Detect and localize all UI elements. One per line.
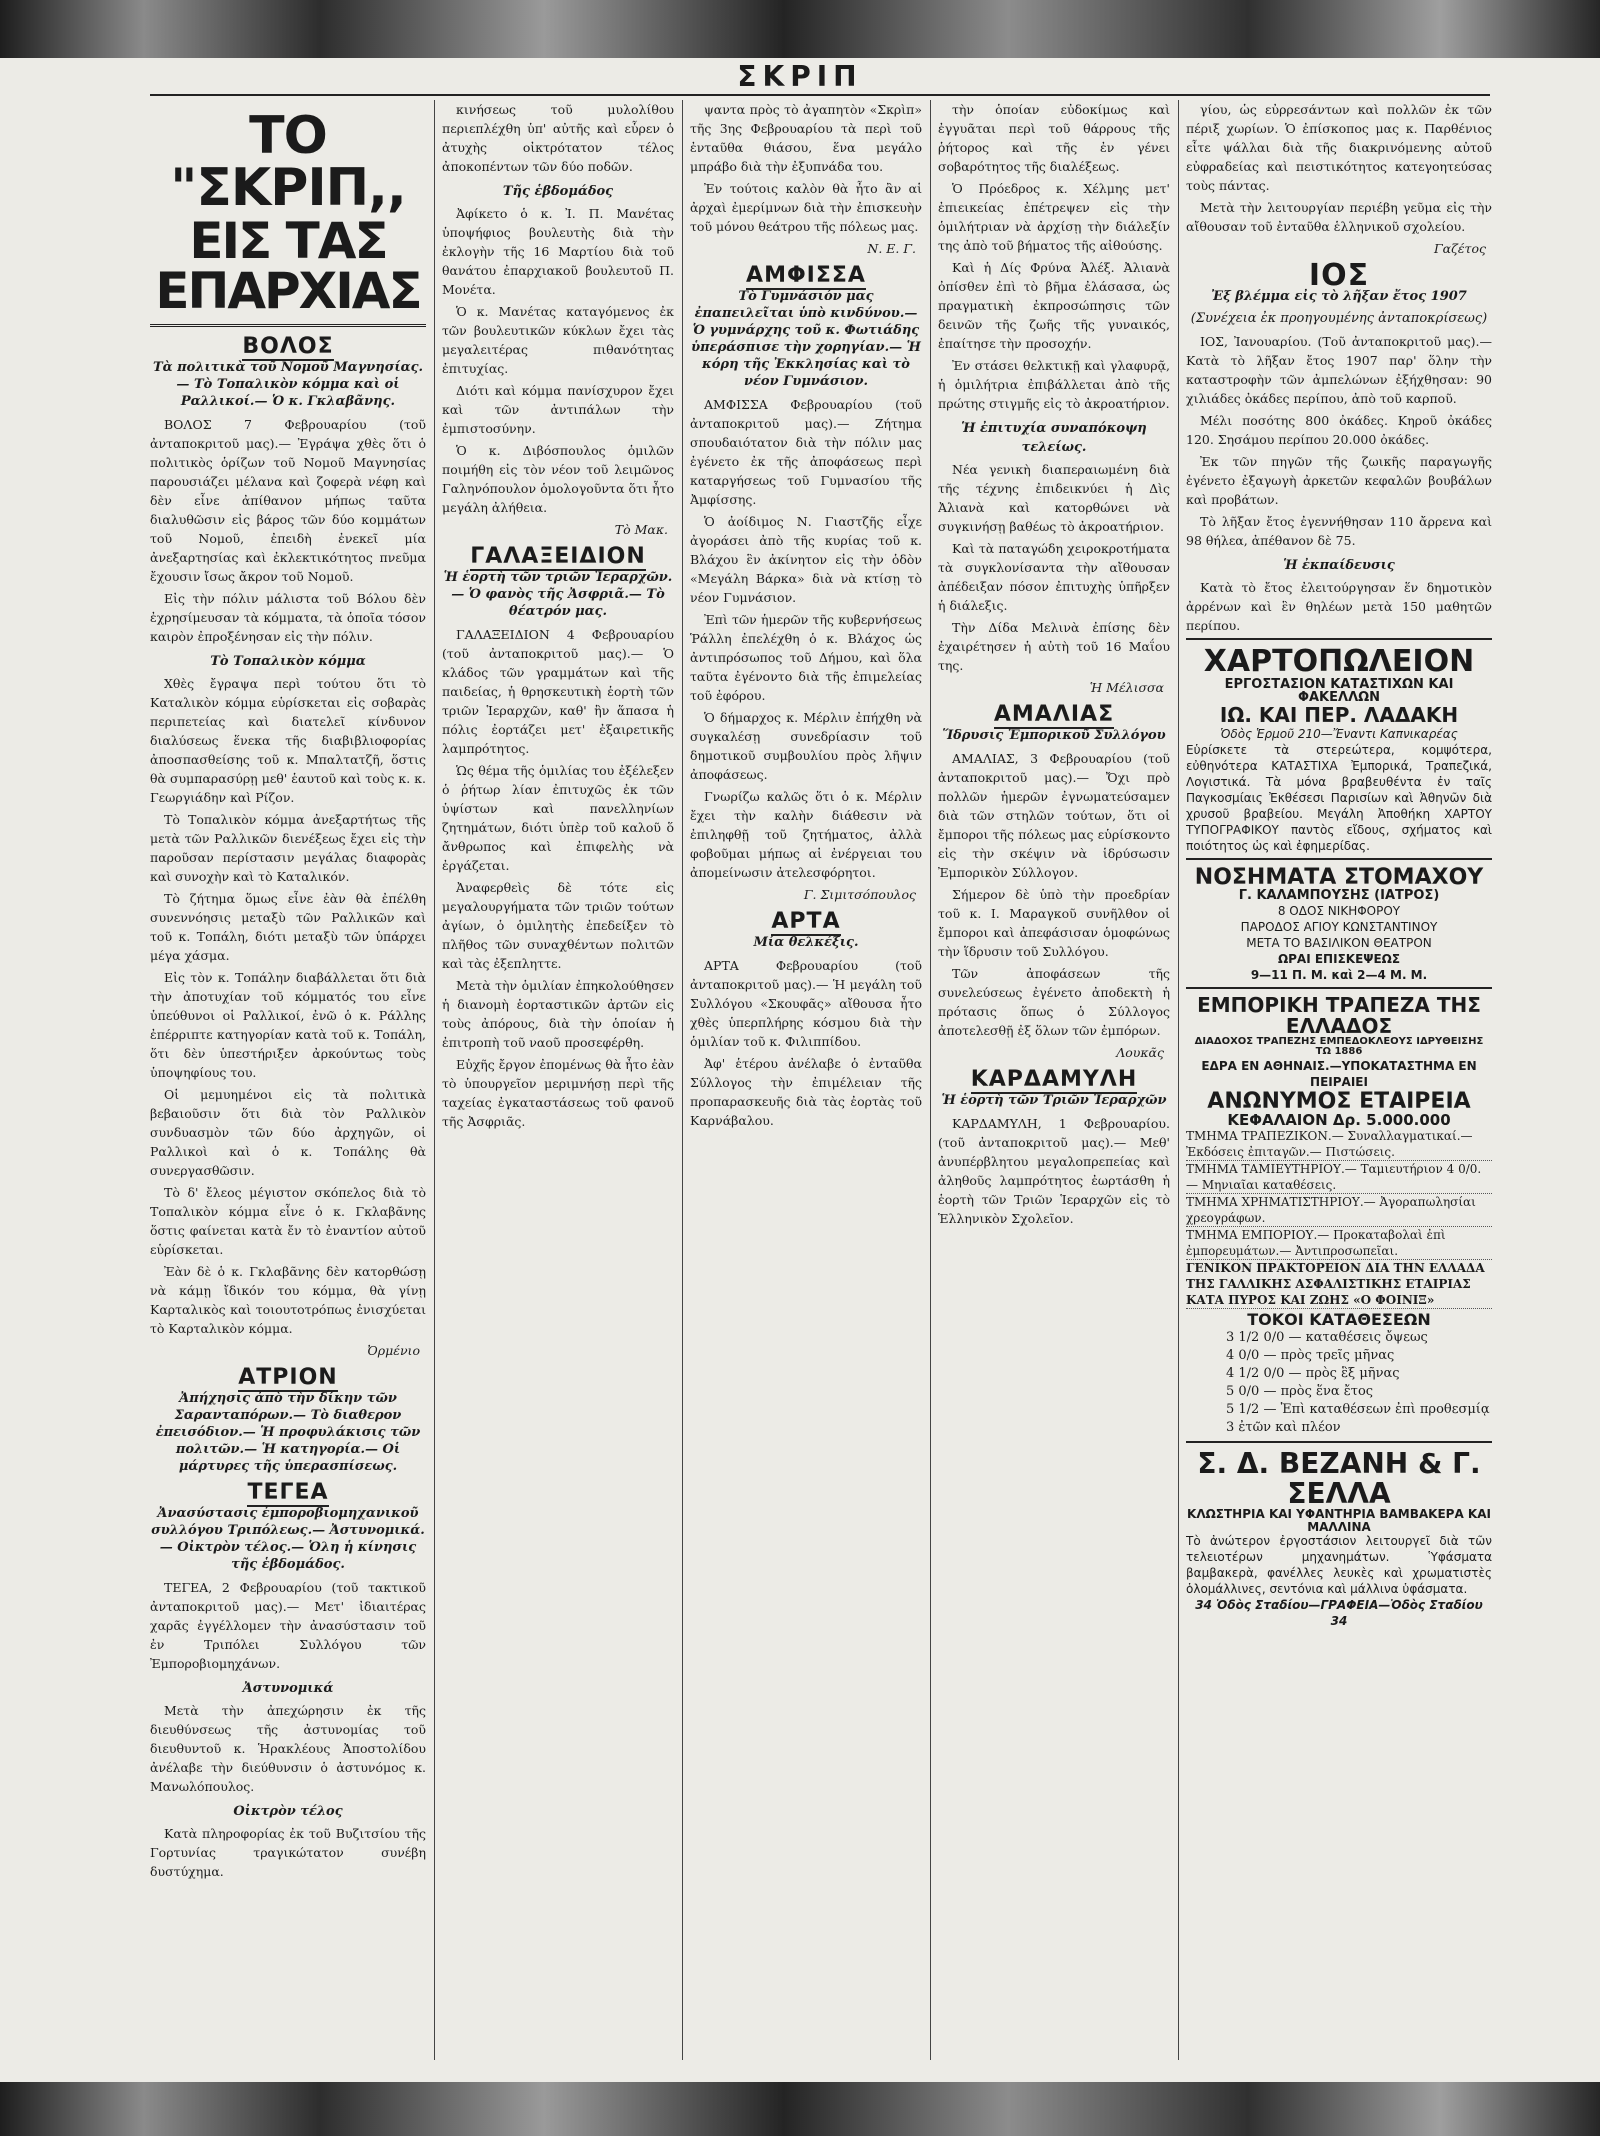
article-paragraph: ΑΜΦΙΣΣΑ Φεβρουαρίου (τοῦ ἀνταποκριτοῦ μας).— Ζήτημα σπουδαιότατον διὰ τὴν πόλιν μας ἐγένετο ἐκ τῆς ἀποφάσεως περὶ καταργήσεως τοῦ Γυμνασίου τῆς Ἀμφίσσης. [690,397,922,507]
article-paragraph: Μετὰ τὴν λειτουργίαν περιέβη γεῦμα εἰς τὴν αἴθουσαν τοῦ ἐνταῦθα ἑλληνικοῦ σχολείου. [1186,200,1492,234]
ad-stomach-doctor [1186,858,1492,987]
article-paragraph: Τῶν ἀποφάσεων τῆς συνελεύσεως ἐγένετο ἀποδεκτὴ ἡ πρότασις ὅπως ὁ Σύλλογος ἀποτελεσθῇ ἐξ ὅλων τῶν ἐμπόρων. [938,966,1170,1038]
article-paragraph: Κατὰ πληροφορίας ἐκ τοῦ Βυζιτσίου τῆς Γορτυνίας τραγικώτατον συνέβη δυστύχημα. [150,1826,426,1879]
article-paragraph: Ἐπὶ τῶν ἡμερῶν τῆς κυβερνήσεως Ῥάλλη ἐπελέχθη ὁ κ. Βλάχος ὡς ἀντιπρόσωπος τοῦ Δήμου, καὶ ὅλα ταῦτα ἐγένοντο διὰ τῆς ἐπιμελείας τοῦ ἐφόρου. [690,612,922,703]
ad-rates-title: ΤΟΚΟΙ ΚΑΤΑΘΕΣΕΩΝ [1247,1310,1431,1330]
article-paragraph: Ἀναφερθεὶς δὲ τότε εἰς μεγαλουργήματα τῶν τριῶν τούτων ἀγίων, ὁ ὁμιλητὴς ἐπεδείξεν τὸ πλῆθος τῶν συναχθέντων πολιτῶν καὶ τὰς ἐξεπληττε. [442,880,674,971]
ad-title: ΝΟΣΗΜΑΤΑ ΣΤΟΜΑΧΟΥ [1194,864,1484,890]
article-subhead: Ἡ ἑορτὴ τῶν Τριῶν Ἱεραρχῶν [941,1093,1167,1108]
article-paragraph: Εἰς τὸν κ. Τοπάλην διαβάλλεται ὅτι διὰ τὴν ἀποτυχίαν τοῦ κόμματός του εἶνε ὑπεύθυνοι οἱ Ραλλικοί, ἐνῶ ὁ κ. Ράλλης ἐπέρριπτε κατηγορίαν κατὰ τοῦ κ. Τοπάλη, ὅτι δὲν ὑπεστήριξεν ἀρκούντως τοὺς ὑποψηφίους του. [150,970,426,1080]
article-subhead: Ἡ ἑορτὴ τῶν τριῶν Ἱεραρχῶν.— Ὁ φανὸς τῆς Ἀσφριᾶ.— Τὸ θέατρόν μας. [443,570,673,619]
article-byline: Γ. Σιμιτσόπουλος [803,887,916,902]
article-paragraph: Καὶ τὰ παταγώδη χειροκροτήματα τὰ συγκλονίσαντα τὴν αἴθουσαν ἀπέδειξαν πόσον ἐπιτυχὴς ὑπῆρξεν ἡ διάλεξις. [938,541,1170,613]
article-minihead: Ἀστυνομικά [242,1681,334,1696]
ad-text: Εὑρίσκετε τὰ στερεώτερα, κομψότερα, εὐθηνότερα ΚΑΤΑΣΤΙΧΑ Ἐμπορικά, Τραπεζικά, Λογιστικά. Τὰ μόνα βραβευθέντα ἐν ταῖς Παγκοσμίαις Ἐκθέσεσι Παρισίων καὶ Ἀθηνῶν διὰ χρυσοῦ βραβείου. Μεγάλη Ἀποθήκη ΧΑΡΤΟΥ ΤΥΠΟΓΡΑΦΙΚΟΥ παντὸς εἴδους, σχήματος καὶ ποιότητος ὡς καὶ ἐφημερίδας. [1186,742,1492,853]
ad-text: Τὸ ἀνώτερον ἐργοστάσιον λειτουργεῖ διὰ τῶν τελειοτέρων μηχανημάτων. Ὑφάσματα βαμβακερὰ, φανέλλες λευκὲς καὶ χρωματιστὲς ὁλομάλλινες, σεντόνια καὶ μάλλινα ὑφάσματα. [1186,1534,1492,1597]
article-paragraph: Ὡς θέμα τῆς ὁμιλίας του ἐξέλεξεν ὁ ῥήτωρ λίαν ἐπιτυχῶς ἐκ τῶν ὑψίστων καὶ πανελληνίων ζητημάτων, διότι ὑπὲρ τοῦ καλοῦ ὅ ἄνθρωπος καὶ ἐπιφελὴς νὰ ἐργάζεται. [442,763,674,873]
ad-rate: 5 1/2 — Ἐπὶ καταθέσεων ἐπὶ προθεσμίᾳ 3 ἐτῶν καὶ πλέον [1226,1402,1490,1436]
article-paragraph: Εἰς τὴν πόλιν μάλιστα τοῦ Βόλου δὲν ἐχρησίμευσαν τὰ κόμματα, τὰ ὁποῖα τόσον καιρὸν ἐπροξένησαν εἰς τὴν πόλιν. [150,591,426,644]
article-paragraph: Ἐν τούτοις καλὸν θὰ ἦτο ἂν αἱ ἀρχαὶ ἐμερίμνων διὰ τὴν ἐπισκευὴν τοῦ μόνου θεάτρου τῆς πόλεως μας. [690,181,922,234]
ad-address: ΠΑΡΟΔΟΣ ΑΓΙΟΥ ΚΩΝΣΤΑΝΤΙΝΟΥ [1240,919,1438,934]
masthead: ΣΚΡΙΠ [737,60,863,93]
article-subhead: Ἐξ βλέμμα εἰς τὸ λῆξαν ἔτος 1907 [1211,289,1467,304]
article-paragraph: κινήσεως τοῦ μυλολίθου περιεπλέχθη ὑπ' αὐτῆς καὶ εὗρεν ὁ ἀτυχὴς οἰκτρότατον τέλος ἀποκοπέντων τῶν δύο ποδῶν. [442,102,674,174]
column-rule [930,100,931,2060]
ad-line: ΤΜΗΜΑ ΤΡΑΠΕΖΙΚΟΝ.— Συναλλαγματικαί.— Ἐκδόσεις ἐπιταγῶν.— Πιστώσεις. [1186,1128,1492,1161]
article-paragraph: Νέα γενικὴ διαπεραιωμένη διὰ τῆς τέχνης ἐπιδεικνύει ἡ Δὶς Ἀλιανὰ καὶ κατορθώνει νὰ συγκινήσῃ βαθέως τὸ ἀκροατήριον. [938,462,1170,534]
article-subhead: Ἵδρυσις Ἐμπορικοῦ Συλλόγου [942,728,1166,743]
article-paragraph: γίου, ὡς εὐρρεσάντων καὶ πολλῶν ἐκ τῶν πέριξ χωρίων. Ὁ ἐπίσκοπος μας κ. Παρθένιος εἶτε ψάλλαι διὰ τῆς διακρινόμενης αὐτοῦ εὐφραδείας καὶ πειστικότητος κατεγοητεύσας τοὺς πάντας. [1186,102,1492,193]
article-minihead: Ἡ ἐκπαίδευσις [1283,558,1395,573]
ad-hours: 9—11 Π. Μ. καὶ 2—4 Μ. Μ. [1250,967,1428,982]
ad-rate: 3 1/2 0/0 — καταθέσεις ὄψεως [1226,1330,1428,1346]
article-paragraph: Ὁ κ. Μανέτας καταγόμενος ἐκ τῶν βουλευτικῶν κύκλων ἔχει τὰς μεγαλειτέρας πιθανότητας ἐπιτυχίας. [442,304,674,376]
ad-vezani-sella [1186,1441,1492,1633]
article-paragraph: Ὁ ἀοίδιμος Ν. Γιαστζῆς εἶχε ἀγοράσει ἀπὸ τῆς κυρίας τοῦ κ. Βλάχου ἓν ἀκίνητον εἰς τὴν ὁδὸν «Μεγάλη Βάρκα» διὰ νὰ κτίσῃ τὸ νέον Γυμνάσιον. [690,514,922,605]
ad-rate: 4 1/2 0/0 — πρὸς ἓξ μῆνας [1226,1366,1400,1382]
article-paragraph: ΤΕΓΕΑ, 2 Φεβρουαρίου (τοῦ τακτικοῦ ἀνταποκριτοῦ μας).— Μετ' ἰδιαιτέρας χαρᾶς ἐγγέλλομεν τὴν ἀνασύστασιν τοῦ ἐν Τριπόλει Συλλόγου τῶν Ἐμποροβιομηχάνων. [150,1580,426,1671]
ad-name: Γ. ΚΑΛΑΜΠΟΥΣΗΣ (ΙΑΤΡΟΣ) [1238,887,1440,903]
ad-title: Σ. Δ. ΒΕΖΑΝΗ & Γ. ΣΕΛΛΑ [1197,1447,1481,1510]
article-byline: Ν. Ε. Γ. [867,241,916,256]
article-paragraph: Ἐκ τῶν πηγῶν τῆς ζωικῆς παραγωγῆς ἐγένετο ἐξαγωγὴ ἀρκετῶν κεφαλῶν βουβάλων καὶ προβάτων. [1186,454,1492,507]
article-subhead-note: (Συνέχεια ἐκ προηγουμένης ἀνταποκρίσεως) [1190,311,1488,326]
section-title-galaxidion: ΓΑΛΑΞΕΙΔΙΟΝ [470,544,646,569]
article-paragraph: ΓΑΛΑΞΕΙΔΙΟΝ 4 Φεβρουαρίου (τοῦ ἀνταποκριτοῦ μας).— Ὁ κλάδος τῶν γραμμάτων καὶ τῆς παιδείας, ἡ θρησκευτικὴ ἑορτὴ τῶν τριῶν Ἱεραρχῶν, καθ' ἣν ἅπασα ἡ πόλις ἐορτάζει μετ' ἐξαιρετικῆς λαμπρότητος. [442,627,674,756]
article-paragraph: ψαντα πρὸς τὸ ἀγαπητὸν «Σκρὶπ» τῆς 3ης Φεβρουαρίου τὰ περὶ τοῦ ἐνταῦθα θιάσου, ἕνα μεγάλο μπράβο διὰ τὴν ἐξυπνάδα του. [690,102,922,174]
article-paragraph: Ἀφ' ἑτέρου ἀνέλαβε ὁ ἐνταῦθα Σύλλογος τὴν ἐπιμέλειαν τῆς προπαρασκευῆς διὰ τὰς ἐορτὰς τοῦ Καρνάβαλου. [690,1056,922,1128]
main-headline-line1: ΤΟ "ΣΚΡΙΠ,, [170,106,406,218]
main-headline-line2: ΕΙΣ ΤΑΣ ΕΠΑΡΧΙΑΣ [150,216,426,327]
article-paragraph: τὴν ὁποίαν εὐδοκίμως καὶ ἐγγυᾶται περὶ τοῦ θάρρους τῆς ῥήτορος καὶ τῆς ἐν γένει σοβαρότητος τῆς διαλέξεως. [938,102,1170,174]
article-byline: Ὀρμένιο [367,1343,420,1358]
article-byline: Τὸ Μακ. [614,522,668,537]
article-minihead: Τὸ Τοπαλικὸν κόμμα [210,654,366,669]
ad-capital: ΚΕΦΑΛΑΙΟΝ Δρ. 5.000.000 [1227,1110,1451,1129]
ad-address: Ὁδὸς Ἑρμοῦ 210—Ἔναντι Καπνικαρέας [1220,726,1458,741]
scan-border-bottom [0,2082,1600,2136]
ad-rates [1186,1329,1492,1437]
column-4 [938,100,1170,2060]
article-paragraph: Τὸ λῆξαν ἔτος ἐγεννήθησαν 110 ἄρρενα καὶ 98 θήλεα, ἀπέθανον δὲ 75. [1186,514,1492,548]
scan-border-top [0,0,1600,58]
column-3 [690,100,922,2060]
ad-commercial-bank [1186,987,1492,1442]
ad-line: ΓΕΝΙΚΟΝ ΠΡΑΚΤΟΡΕΙΟΝ ΔΙΑ ΤΗΝ ΕΛΛΑΔΑ ΤΗΣ ΓΑΛΛΙΚΗΣ ΑΣΦΑΛΙΣΤΙΚΗΣ ΕΤΑΙΡΙΑΣ ΚΑΤΑ ΠΥΡΟΣ ΚΑΙ ΖΩΗΣ «Ο ΦΟΙΝΙΞ» [1186,1260,1492,1309]
column-rule [434,100,435,2060]
ad-rate: 4 0/0 — πρὸς τρεῖς μῆνας [1226,1348,1395,1364]
article-minihead: Οἰκτρὸν τέλος [233,1804,343,1819]
section-title-arta: ΑΡΤΑ [771,909,841,934]
column-1 [150,100,426,2060]
article-paragraph: Ἐν στάσει θελκτικῇ καὶ γλαφυρᾷ, ἡ ὁμιλήτρια ἐπιβάλλεται ἀπὸ τῆς πρώτης στιγμῆς εἰς τὸ ἀκροατήριον. [938,358,1170,411]
article-paragraph: Μετὰ τὴν ἀπεχώρησιν ἐκ τῆς διευθύνσεως τῆς ἀστυνομίας τοῦ διευθυντοῦ κ. Ἡρακλέους Ἀποστολίδου ἀνέλαβε τὴν διεύθυνσιν ὁ ἀστυνόμος κ. Μανωλόπουλος. [150,1703,426,1794]
article-paragraph: Ἐὰν δὲ ὁ κ. Γκλαβᾶνης δὲν κατορθώσῃ νὰ κάμῃ ἴδικόν του κόμμα, θὰ γίνῃ Καρταλικὸς καὶ τοιουτοτρόπως ἐνισχύεται τὸ Καρταλικὸν κόμμα. [150,1264,426,1336]
column-rule [682,100,683,2060]
article-paragraph: Γνωρίζω καλῶς ὅτι ὁ κ. Μέρλιν ἔχει τὴν καλὴν διάθεσιν νὰ ἐπιληφθῇ τοῦ ζητήματος, ἀλλὰ φοβοῦμαι μήπως αἱ ἐνέργειαι του ἀπομείνωσιν ἀτελεσφόρητοι. [690,789,922,880]
article-paragraph: Ὁ κ. Διβόσπουλος ὁμιλῶν ποιμήθη εἰς τὸν νέον τοῦ λειμῶνος Γαληνόπουλον ὁμολογοῦντα ὅτι ἦτο μεγάλη ἀλήθεια. [442,443,674,515]
article-subhead: Ἀπήχησις ἀπὸ τὴν δίκην τῶν Σαρανταπόρων.— Τὸ διαθερον ἐπεισόδιον.— Ἡ προφυλάκισις τῶν πολιτῶν.— Ἡ κατηγορία.— Οἱ μάρτυρες τῆς ὑπερασπίσεως. [155,1391,421,1474]
ad-name: ΙΩ. ΚΑΙ ΠΕΡ. ΛΑΔΑΚΗ [1219,702,1459,727]
section-title-amfissa: ΑΜΦΙΣΣΑ [746,263,866,288]
ad-title: ΧΑΡΤΟΠΩΛΕΙΟΝ [1203,644,1475,679]
article-paragraph: Κατὰ τὸ ἔτος ἐλειτούργησαν ἕν δημοτικὸν ἀρρένων καὶ ἓν θηλέων μετὰ 150 μαθητῶν περίπου. [1186,580,1492,633]
article-paragraph: ΙΟΣ, Ἰανουαρίου. (Τοῦ ἀνταποκριτοῦ μας).— Κατὰ τὸ λῆξαν ἔτος 1907 παρ' ὅλην τὴν καταστροφὴν τῶν ἀμπελώνων ἐξήχθησαν: 90 χιλιάδες ὀκάδες περίπου, ἀπὸ τοῦ καρποῦ. [1186,334,1492,406]
ad-title: ΕΜΠΟΡΙΚΗ ΤΡΑΠΕΖΑ ΤΗΣ ΕΛΛΑΔΟΣ [1197,992,1481,1038]
ad-subtitle: ΚΛΩΣΤΗΡΙΑ ΚΑΙ ΥΦΑΝΤΗΡΙΑ ΒΑΜΒΑΚΕΡΑ ΚΑΙ ΜΑΛΛΙΝΑ [1187,1506,1491,1534]
article-paragraph: Τὴν Δίδα Μελινὰ ἐπίσης δὲν ἐχαιρέτησεν ἡ αὐτὴ τοῦ 16 Μαΐου της. [938,620,1170,673]
article-paragraph: Καὶ ἡ Δίς Φρύνα Ἀλέξ. Ἀλιανὰ ὀπίσθεν ἐπὶ τὸ βῆμα ἐλάσασα, ὡς πραγματικὴ ἐκπροσώπησις τῶν δεινῶν τῆς ζωῆς τῆς γυναικός, ἐπαίτησε τὴν προσοχήν. [938,260,1170,351]
article-paragraph: Ὁ δήμαρχος κ. Μέρλιν ἐπήχθη νὰ συγκαλέσῃ συνεδρίασιν τοῦ δημοτικοῦ συμβουλίου πρὸς λῆψιν ἀποφάσεως. [690,710,922,782]
section-title-amalias: ΑΜΑΛΙΑΣ [993,702,1115,727]
section-title-atrion: ΑΤΡΙΟΝ [238,1365,338,1390]
ad-name: ΑΝΩΝΥΜΟΣ ΕΤΑΙΡΕΙΑ [1207,1088,1471,1114]
ad-departments [1186,1128,1492,1309]
masthead-rule [150,94,1490,96]
article-paragraph: ΑΜΑΛΙΑΣ, 3 Φεβρουαρίου (τοῦ ἀνταποκριτοῦ μας).— Ὄχι πρὸ πολλῶν ἡμερῶν ἐγνωματεύσαμεν διὰ τῶν στηλῶν τούτων, ὅτι οἱ ἔμποροι τῆς πόλεως μας εὑρίσκοντο εἰς τὴν σκέψιν νὰ ἱδρύσωσιν Ἐμπορικὸν Σύλλογον. [938,751,1170,880]
ad-subtitle: ΔΙΑΔΟΧΟΣ ΤΡΑΠΕΖΗΣ ΕΜΠΕΔΟΚΛΕΟΥΣ ΙΔΡΥΘΕΙΣΗΣ ΤΩ 1886 [1194,1035,1484,1058]
ad-chartopoleion [1186,638,1492,858]
section-title-ios: ΙΟΣ [1308,258,1370,293]
article-subhead: Τὸ Γυμνάσιόν μας ἐπαπειλεῖται ὑπὸ κινδύνου.— Ὁ γυμνάρχης τοῦ κ. Φωτιάδης ὑπεράσπισε τὴν χορηγίαν.— Ἡ κόρη τῆς Ἐκκλησίας καὶ τὸ νέον Γυμνάσιον. [691,289,921,389]
column-rule [1178,100,1179,2060]
article-subhead: Ἀνασύστασις ἐμποροβιομηχανικοῦ συλλόγου Τριπόλεως.— Ἀστυνομικά.— Οἰκτρὸν τέλος.— Ὁλη ἡ κίνησις τῆς ἑβδομάδος. [151,1506,425,1572]
article-paragraph: Χθὲς ἔγραψα περὶ τούτου ὅτι τὸ Καταλικὸν κόμμα εὑρίσκεται εἰς σοβαρὰς περιπετείας καὶ διατελεῖ κίνδυνον διαλύσεως ἕνεκα τῆς διαβιβλιοφορίας ἀποσπασθείσης τοῦ κ. Μπαλτατζῆ, ὅστις θὰ συμπαρασύρῃ μεθ' ἑαυτοῦ καὶ τοὺς κ. κ. Γεωργιάδην καὶ Ρίζον. [150,676,426,805]
article-minihead: Ἡ ἐπιτυχία συναπόκοψη τελείως. [961,421,1147,455]
article-paragraph: Μέλι ποσότης 800 ὀκάδες. Κηροῦ ὀκάδες 120. Σησάμου περίπου 20.000 ὀκάδες. [1186,413,1492,447]
ad-address: 8 ΟΔΟΣ ΝΙΚΗΦΟΡΟΥ [1277,903,1401,918]
article-paragraph: ΑΡΤΑ Φεβρουαρίου (τοῦ ἀνταποκριτοῦ μας).— Ἡ μεγάλη τοῦ Συλλόγου «Σκουφᾶς» αἴθουσα ἦτο χθὲς ὑπερπλήρης κόσμου διὰ τὴν ὁμιλίαν τοῦ κ. Φιλιππίδου. [690,958,922,1049]
article-paragraph: Μετὰ τὴν ὁμιλίαν ἐπηκολούθησεν ἡ διανομὴ ἑορταστικῶν ἀρτῶν εἰς τοὺς ἀπόρους, διὰ τὴν ὁποίαν ἡ ἐπιτροπὴ τοῦ ναοῦ προσεφέρθη. [442,978,674,1050]
ad-seat: ΕΔΡΑ ΕΝ ΑΘΗΝΑΙΣ.—ΥΠΟΚΑΤΑΣΤΗΜΑ ΕΝ ΠΕΙΡΑΙΕΙ [1201,1058,1477,1089]
ad-address: ΜΕΤΑ ΤΟ ΒΑΣΙΛΙΚΟΝ ΘΕΑΤΡΟΝ [1246,935,1432,950]
article-paragraph: ΒΟΛΟΣ 7 Φεβρουαρίου (τοῦ ἀνταποκριτοῦ μας).— Ἐγράψα χθὲς ὅτι ὁ πολιτικὸς ὁρίζων τοῦ Νομοῦ Μαγνησίας παρουσιάζει μέλανα καὶ ζοφερὰ νέφη καὶ δὲν εἶνε ἀπίθανον μήπως ταῦτα διαλυθῶσιν εἰς βάρος τῶν δύο κομμάτων τοῦ Νομοῦ, ἐπειδὴ ἐνεκεῖ μία ἀνεξαρτησίας καὶ ἐκλεκτικότητος πνεῦμα ἔχουσιν ἴσως ἄκρον τοῦ Νομοῦ. [150,417,426,584]
ad-line: ΤΜΗΜΑ ΤΑΜΙΕΥΤΗΡΙΟΥ.— Ταμιευτήριον 4 0/0.— Μηνιαῖαι καταθέσεις. [1186,1161,1492,1194]
section-title-volos: ΒΟΛΟΣ [242,334,334,359]
article-paragraph: Ὁ Πρόεδρος κ. Χέλμης μετ' ἐπιεικείας ἐπέτρεψεν εἰς τὴν ὁμιλήτριαν νὰ ἀρχίσῃ τὴν διάλεξίν της ἀπὸ τοῦ βήματος τῆς αἰθούσης. [938,181,1170,253]
ad-subtitle: ΕΡΓΟΣΤΑΣΙΟΝ ΚΑΤΑΣΤΙΧΩΝ ΚΑΙ ΦΑΚΕΛΛΩΝ [1224,676,1454,706]
article-subhead: Μία θελκέξις. [753,935,859,950]
article-byline: Λουκᾶς [1116,1045,1164,1060]
section-title-kardamyli: ΚΑΡΔΑΜΥΛΗ [970,1067,1138,1092]
article-byline: Ἡ Μέλισσα [1089,680,1164,695]
ad-line: ΤΜΗΜΑ ΕΜΠΟΡΙΟΥ.— Προκαταβολαὶ ἐπὶ ἐμπορευμάτων.— Ἀντιπροσωπεῖαι. [1186,1227,1492,1260]
article-subhead: Τὰ πολιτικὰ τοῦ Νομοῦ Μαγνησίας.— Τὸ Τοπαλικὸν κόμμα καὶ οἱ Ραλλικοί.— Ὁ κ. Γκλαβᾶνης. [152,360,424,409]
article-paragraph: Ἀφίκετο ὁ κ. Ἰ. Π. Μανέτας ὑποψήφιος βουλευτὴς διὰ τὴν ἐκλογὴν τῆς 16 Μαρτίου διὰ τοῦ θανάτου ἐπαρχιακοῦ βουλευτοῦ Π. Μονέτα. [442,206,674,297]
article-paragraph: Εὐχῆς ἔργον ἐπομένως θὰ ἦτο ἐὰν τὸ ὑπουργεῖον μεριμνήσῃ περὶ τῆς ταχείας ἐγκαταστάσεως τοῦ φανοῦ τῆς Ἀσφριᾶς. [442,1057,674,1129]
article-paragraph: Τὸ δ' ἔλεος μέγιστον σκόπελος διὰ τὸ Τοπαλικὸν κόμμα εἶνε ὁ κ. Γκλαβᾶνης ὅστις φαίνεται κατὰ ἔν τὸ ἐναντίον αὐτοῦ εὑρίσκεται. [150,1185,426,1257]
column-5 [1186,100,1492,2060]
article-paragraph: Τὸ Τοπαλικὸν κόμμα ἀνεξαρτήτως τῆς μετὰ τῶν Ραλλικῶν διενέξεως ἔχει εἰς τὴν παροῦσαν περίστασιν μεγάλας διαφορὰς καὶ συνοχὴν καὶ τὸ Καταλικόν. [150,812,426,884]
article-minihead: Τῆς ἑβδομάδος [502,184,614,199]
ad-line: ΤΜΗΜΑ ΧΡΗΜΑΤΙΣΤΗΡΙΟΥ.— Ἀγοραπωλησίαι χρεογράφων. [1186,1194,1492,1227]
ad-rate: 5 0/0 — πρὸς ἕνα ἔτος [1226,1384,1374,1400]
article-paragraph: Τὸ ζήτημα ὅμως εἶνε ἐὰν θὰ ἐπέλθη συνεννόησις μεταξὺ τῶν Ραλλικῶν καὶ τοῦ κ. Τοπάλη, διότι μεταξὺ τῶν ὑπάρχει μέγα χάσμα. [150,891,426,963]
article-paragraph: Οἱ μεμυημένοι εἰς τὰ πολιτικὰ βεβαιοῦσιν ὅτι διὰ τὸν Ραλλικὸν συνδυασμὸν τῶν δύο ἀρχηγῶν, οἱ Ραλλικοὶ καὶ ὁ κ. Τοπάλης θὰ συνεργασθῶσιν. [150,1087,426,1178]
ad-hours-label: ΩΡΑΙ ΕΠΙΣΚΕΨΕΩΣ [1277,951,1401,966]
article-paragraph: Σήμερον δὲ ὑπὸ τὴν προεδρίαν τοῦ κ. Ι. Μαραγκοῦ συνῆλθον οἱ ἔμποροι καὶ ἀπεφάσισαν ὁμοφώνως τὴν ἵδρυσιν τοῦ Συλλόγου. [938,887,1170,959]
ad-address: 34 Ὁδὸς Σταδίου—ΓΡΑΦΕΙΑ—Ὁδὸς Σταδίου 34 [1195,1598,1483,1629]
article-paragraph: Διότι καὶ κόμμα πανίσχυρον ἔχει καὶ τῶν ἀντιπάλων τὴν ἐμπιστοσύνην. [442,383,674,436]
article-byline: Γαζέτος [1433,241,1486,256]
article-paragraph: ΚΑΡΔΑΜΥΛΗ, 1 Φεβρουαρίου. (τοῦ ἀνταποκριτοῦ μας).— Μεθ' ἀνυπέρβλητου μεγαλοπρεπείας καὶ ἀληθοῦς λαμπρότητος ἐωρτάσθη ἡ ἑορτὴ τῶν Τριῶν Ἱεραρχῶν εἰς τὸ Ἑλληνικὸν Σχολεῖον. [938,1116,1170,1226]
column-2 [442,100,674,2060]
section-title-tegea: ΤΕΓΕΑ [247,1480,329,1505]
